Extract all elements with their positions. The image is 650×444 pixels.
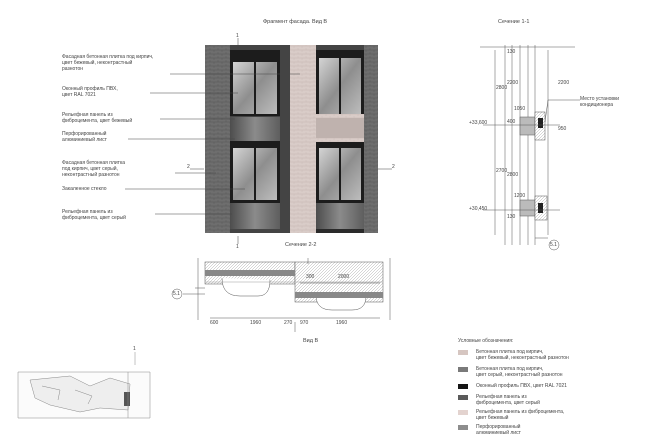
legend-item-perforated-sheet [458, 424, 521, 436]
section-2-2 [172, 258, 390, 332]
callout-grey-panel: Рельефная панель из фиброцемента, цвет серый [62, 209, 126, 221]
section-2-2-marker: 5.1 [173, 291, 180, 297]
dim-400: 400 [507, 119, 516, 125]
dim-950: 950 [558, 126, 567, 132]
callout-tempered-glass: Закаленное стекло [62, 186, 107, 192]
callout-grey-brick: Фасадная бетонная плитка под кирпич, цвет серый, неконтрастный разнотон [62, 160, 126, 178]
callout-perforated-sheet: Перфорированный алюминиевый лист [62, 131, 107, 143]
legend-item-window-profile [458, 383, 567, 389]
legend-label: Рельефная панель из фиброцемента, цвет серый [476, 394, 540, 406]
legend-swatch [458, 410, 468, 415]
section-1-1-marker: 5.1 [550, 242, 557, 248]
dim-2000: 2000 [338, 274, 350, 280]
dim-300: 300 [306, 274, 315, 280]
dim-270: 270 [284, 320, 293, 326]
ac-location-note: Место установки кондиционера [580, 96, 620, 108]
legend-swatch [458, 395, 468, 400]
dim-970: 970 [300, 320, 309, 326]
level-33600: +33,600 [469, 120, 488, 126]
dim-2200-b: 2200 [558, 80, 570, 86]
legend-item-grey-panel [458, 394, 540, 406]
legend-label: Бетонная плитка под кирпич, цвет серый, неконтрастный разнотон [476, 366, 563, 378]
legend-swatch [458, 367, 468, 372]
legend-item-beige-panel [458, 409, 564, 421]
callout-beige-brick: Фасадная бетонная плитка под кирпич, цвет бежевый, неконтрастный разнотон [62, 54, 154, 72]
dim-1960-b: 1960 [336, 320, 348, 326]
legend-title: Условные обозначения: [458, 338, 514, 344]
legend-swatch [458, 384, 468, 389]
key-plan-north: 1 [133, 346, 136, 352]
legend-label: Рельефная панель из фиброцемента, цвет бежевый [476, 409, 565, 421]
level-30450: +30,450 [469, 206, 488, 212]
dim-1960-a: 1960 [250, 320, 262, 326]
dim-1200: 1200 [514, 193, 526, 199]
facade-title: Фрагмент фасада. Вид В [263, 19, 328, 25]
dim-2800-bottom: 2800 [507, 172, 519, 178]
dim-130-bottom: 130 [507, 214, 516, 220]
section-mark-left: 2 [187, 164, 190, 170]
legend-label: Оконный профиль ПВХ, цвет RAL 7021 [476, 383, 567, 389]
key-plan [18, 352, 150, 418]
legend-label: Перфорированный алюминиевый лист [476, 424, 521, 436]
callout-window-profile: Оконный профиль ПВХ, цвет RAL 7021 [62, 86, 118, 98]
section-2-2-title: Сечение 2-2 [285, 242, 317, 248]
dim-2800-top: 2800 [496, 85, 508, 91]
legend-swatch [458, 425, 468, 430]
dim-600: 600 [210, 320, 219, 326]
section-1-1-title: Сечение 1-1 [498, 19, 530, 25]
legend-swatch [458, 350, 468, 355]
legend-item-grey-brick [458, 366, 563, 378]
dim-1050: 1050 [514, 106, 526, 112]
section-1-1 [480, 45, 580, 250]
dim-130-top: 130 [507, 49, 516, 55]
legend-item-beige-brick [458, 349, 569, 361]
section-mark-bottom: 1 [236, 244, 239, 250]
section-mark-top: 1 [236, 33, 239, 39]
dim-2700: 2700 [496, 168, 508, 174]
legend-label: Бетонная плитка под кирпич, цвет бежевый, неконтрастный разнотон [476, 349, 569, 361]
view-label: Вид В [303, 338, 319, 344]
section-mark-right: 2 [392, 164, 395, 170]
dim-2200-a: 2200 [507, 80, 519, 86]
callout-beige-panel: Рельефная панель из фиброцемента, цвет бежевый [62, 112, 133, 124]
